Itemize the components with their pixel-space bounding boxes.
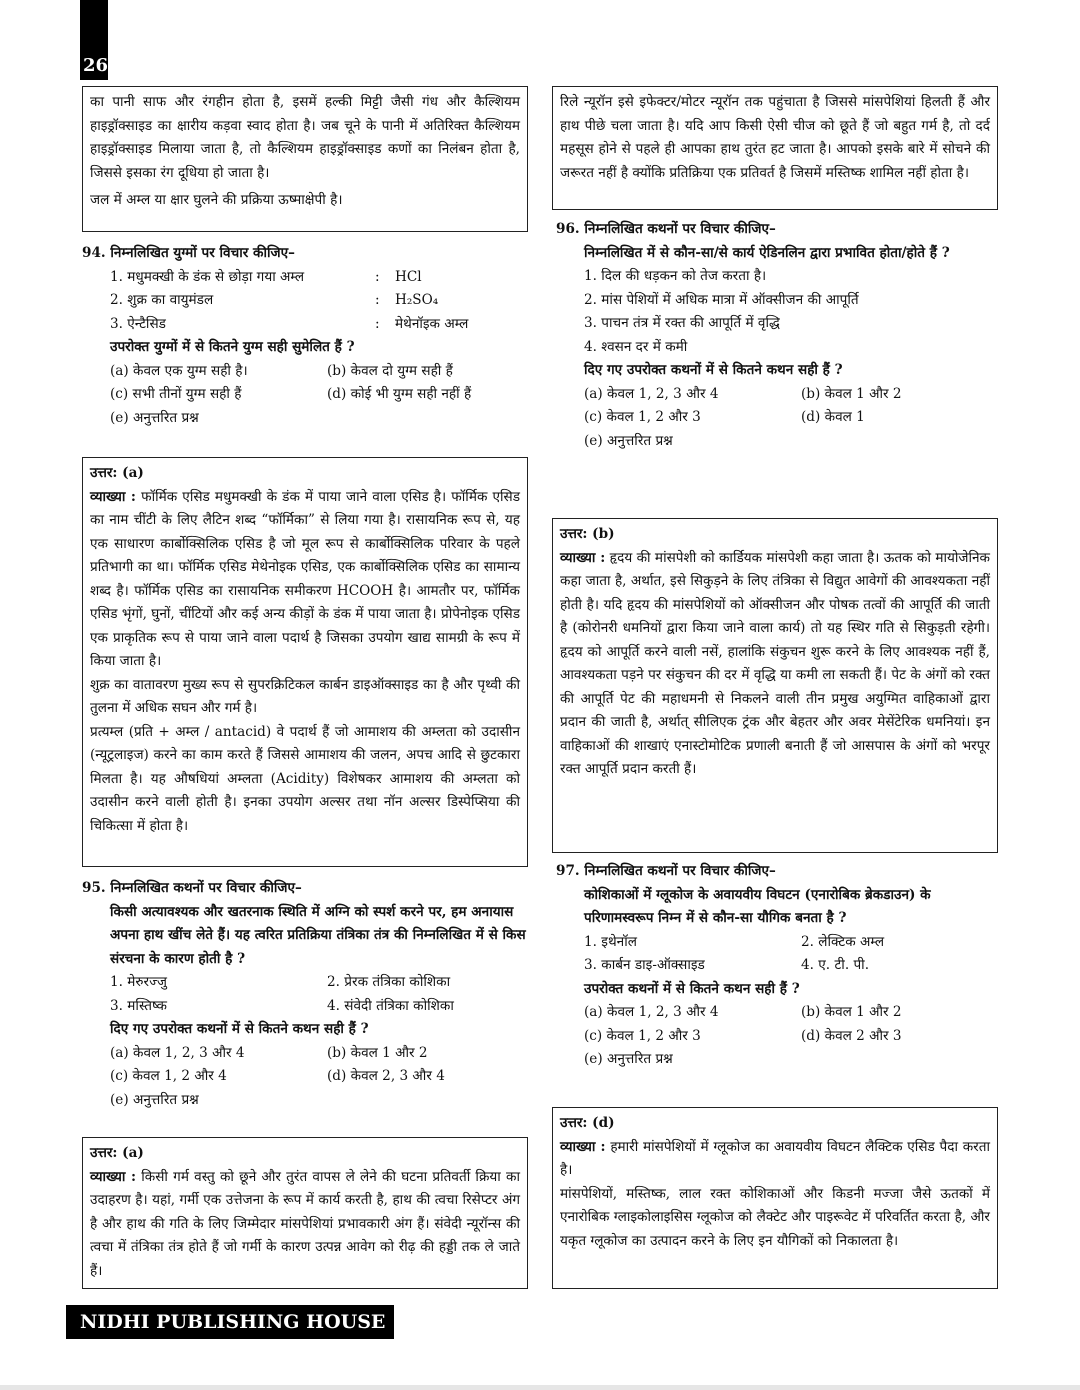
option: (a) केवल 1, 2, 3 और 4 <box>584 1004 719 1020</box>
option: (c) केवल 1, 2 और 3 <box>584 1027 701 1044</box>
explanation: व्याख्या : हमारी मांसपेशियों में ग्लूकोज का अवायवीय विघटन लैक्टिक एसिड पैदा करता है। <box>560 1138 990 1178</box>
statement: 4. श्वसन दर में कमी <box>584 338 688 355</box>
answer-label: उत्तर: (d) <box>560 1115 615 1131</box>
continuation-box-left <box>82 86 528 232</box>
statements-row: 1. इथेनॉल 2. लेक्टिक अम्ल <box>584 933 885 950</box>
continuation-text-2: जल में अम्ल या क्षार घुलने की प्रक्रिया ऊष्माक्षेपी है। <box>90 192 343 208</box>
option: (b) केवल 1 और 2 <box>801 385 902 402</box>
answer-box-96 <box>552 518 998 853</box>
explanation: व्याख्या : हृदय की मांसपेशी को कार्डियक मांसपेशी कहा जाता है। ऊतक को मायोजेनिक कहा जाता है, अर्थात, इसे सिकुड़ने के लिए तंत्रिका से विद्युत आवेगों की आवश्यकता नहीं होती है। यदि हृदय की मांसपेशियों को ऑक्सीजन और पोषक तत्वों की आपूर्ति की जाती है (कोरोनरी धमनियों द्वारा किया जाने वाला कार्य) तो यह स्थिर गति से सिकुड़ती रहेगी। हृदय को आपूर्ति करने वाली नसें, हालांकि संकुचन शुरू करने के लिए आवश्यक नहीं हैं, आवश्यकता पड़ने पर संकुचन की दर में वृद्धि या कमी ला सकती हैं। पेट के अंगों को रक्त की आपूर्ति पेट की महाधमनी से निकलने वाली तीन प्रमुख अयुग्मित वाहिकाओं द्वारा प्रदान की जाती है, अर्थात् सीलिएक ट्रंक और बेहतर और अवर मेसेंटेरिक धमनियां। इन वाहिकाओं की शाखाएं एनास्टोमोटिक प्रणाली बनाती हैं जो आसपास के अंगों को भरपूर रक्त आपूर्ति प्रदान करती हैं। <box>560 549 990 777</box>
explanation: व्याख्या : किसी गर्म वस्तु को छूने और तुरंत वापस ले लेने की घटना प्रतिवर्ती क्रिया का उदाहरण है। यहां, गर्मी एक उत्तेजना के रूप में कार्य करती है, हाथ की त्वचा रिसेप्टर अंग है और हाथ की गति के लिए जिम्मेदार मांसपेशियां प्रभावकारी अंग हैं। संवेदी न्यूरॉन्स की त्वचा में तंत्रिका तंत्र होते हैं जो गर्मी के कारण उत्पन्न आवेग को रीढ़ की हड्डी तक ले जाते हैं। <box>90 1168 520 1279</box>
question-text: किसी अत्यावश्यक और खतरनाक स्थिति में अग्नि को स्पर्श करने पर, हम अनायास अपना हाथ खींच लेते हैं। यह त्वरित प्रतिक्रिया तंत्रिका तंत्र की निम्नलिखित में से किस संरचना के कारण होती है ? <box>110 903 526 967</box>
pair-row: 1. मधुमक्खी के डंक से छोड़ा गया अम्ल : HCl <box>110 268 422 285</box>
page-number: 26 <box>80 0 108 80</box>
page-bottom-edge <box>0 1385 1080 1390</box>
statement: 3. पाचन तंत्र में रक्त की आपूर्ति में वृद्धि <box>584 315 780 331</box>
options-row <box>556 1001 1002 1025</box>
answer-box-97 <box>552 1107 998 1289</box>
options-row <box>82 1042 528 1066</box>
option: (b) केवल 1 और 2 <box>801 1004 902 1020</box>
question-text-2: दिए गए उपरोक्त कथनों में से कितने कथन सही हैं ? <box>110 1021 369 1037</box>
options-row <box>556 1025 1002 1049</box>
question-text-2: उपरोक्त कथनों में से कितने कथन सही हैं ? <box>584 980 800 997</box>
pair-row: 3. ऐन्टैसिड : मेथेनॉइक अम्ल <box>110 315 469 332</box>
continuation-box-right <box>552 86 998 210</box>
question-title: 94. निम्नलिखित युग्मों पर विचार कीजिए– <box>82 245 295 261</box>
statements-row: 3. मस्तिष्क 4. संवेदी तंत्रिका कोशिका <box>110 997 454 1014</box>
continuation-text: का पानी साफ और रंगहीन होता है, इसमें हल्की मिट्टी जैसी गंध और कैल्शियम हाइड्रॉक्साइड का क्षारीय कड़वा स्वाद होता है। जब चूने के पानी में अतिरिक्त कैल्शियम हाइड्रॉक्साइड मिलाया जाता है, तो कैल्शियम हाइड्रॉक्साइड कणों का निलंबन होता है, जिससे इसका रंग दूधिया हो जाता है। <box>90 94 520 181</box>
option: (a) केवल 1, 2, 3 और 4 <box>110 1044 245 1061</box>
explanation: प्रत्यम्ल (प्रति + अम्ल / antacid) वे पदार्थ हैं जो आमाशय की अम्लता को उदासीन (न्यूट्रलाइज) करने का काम करते हैं जिससे आमाशय की जलन, अपच आदि से छुटकारा मिलता है। यह औषधियां अम्लता (Acidity) विशेषकर आमाशय की अम्लता को उदासीन करने वाली होती है। इनका उपयोग अल्सर तथा नॉन अल्सर डिस्पेप्सिया की चिकित्सा में होता है। <box>90 723 520 834</box>
options-row <box>82 1065 528 1089</box>
option: (e) अनुत्तरित प्रश्न <box>584 1051 673 1067</box>
options-row <box>82 383 528 407</box>
continuation-text: रिले न्यूरॉन इसे इफेक्टर/मोटर न्यूरॉन तक पहुंचाता है जिससे मांसपेशियां हिलती हैं और हाथ पीछे चला जाता है। यदि आप किसी ऐसी चीज को छूते हैं जो बहुत गर्म है, तो दर्द महसूस होने से पहले ही आपका हाथ तुरंत हट जाता है। आपको इसके बारे में सोचने की जरूरत नहीं है क्योंकि प्रतिक्रिया एक प्रतिवर्त है जिसमें मस्तिष्क शामिल नहीं होता है। <box>560 94 990 181</box>
option: (c) केवल 1, 2 और 4 <box>110 1068 227 1084</box>
statements-row: 1. मेरुरज्जु 2. प्रेरक तंत्रिका कोशिका <box>110 974 451 990</box>
option: (d) केवल 2, 3 और 4 <box>327 1068 445 1084</box>
question-text: निम्नलिखित में से कौन-सा/से कार्य ऐडिनलिन द्वारा प्रभावित होता/होते हैं ? <box>584 244 950 261</box>
option: (a) केवल एक युग्म सही है। <box>110 362 248 379</box>
publisher-footer: NIDHI PUBLISHING HOUSE <box>66 1305 394 1339</box>
options-row <box>556 383 1002 407</box>
answer-label: उत्तर: (b) <box>560 526 615 542</box>
options-row <box>556 406 1002 430</box>
question-94 <box>82 242 528 430</box>
statement: 1. दिल की धड़कन को तेज करता है। <box>584 268 767 284</box>
question-text: कोशिकाओं में ग्लूकोज के अवायवीय विघटन (एनारोबिक ब्रेकडाउन) के परिणामस्वरूप निम्न में से कौन-सा यौगिक बनता है ? <box>584 886 931 926</box>
question-title: 95. निम्नलिखित कथनों पर विचार कीजिए– <box>82 880 302 896</box>
question-text-2: दिए गए उपरोक्त कथनों में से कितने कथन सही हैं ? <box>584 362 843 378</box>
question-title: 96. निम्नलिखित कथनों पर विचार कीजिए– <box>556 221 776 237</box>
explanation: मांसपेशियों, मस्तिष्क, लाल रक्त कोशिकाओं और किडनी मज्जा जैसे ऊतकों में एनारोबिक ग्लाइकोलाइसिस ग्लूकोज को लैक्टेट और पाइरूवेट में परिवर्तित करता है, और यकृत ग्लूकोज का उत्पादन करने के लिए इन यौगिकों को निकालता है। <box>560 1185 990 1249</box>
answer-box-94 <box>82 457 528 867</box>
options-row <box>82 360 528 384</box>
option: (e) अनुत्तरित प्रश्न <box>110 409 199 426</box>
answer-label: उत्तर: (a) <box>90 465 144 481</box>
option: (e) अनुत्तरित प्रश्न <box>584 432 673 449</box>
statement: 2. मांस पेशियों में अधिक मात्रा में ऑक्सीजन की आपूर्ति <box>584 291 859 308</box>
question-text: उपरोक्त युग्मों में से कितने युग्म सही सुमेलित हैं ? <box>110 339 355 355</box>
option: (d) कोई भी युग्म सही नहीं हैं <box>327 386 472 402</box>
question-97 <box>556 860 1002 1072</box>
explanation: शुक्र का वातावरण मुख्य रूप से सुपरक्रिटिकल कार्बन डाइऑक्साइड का है और पृथ्वी की तुलना में अधिक सघन और गर्म है। <box>90 676 520 716</box>
question-96 <box>556 218 1002 453</box>
explanation: व्याख्या : फॉर्मिक एसिड मधुमक्खी के डंक में पाया जाने वाला एसिड है। फॉर्मिक एसिड का नाम चींटी के लिए लैटिन शब्द “फॉर्मिका” से लिया गया है। रासायनिक रूप से, यह एक साधारण कार्बोक्सिलिक एसिड है जो मूल रूप से कार्बोक्सिलिक परिवार के पहले प्रतिभागी का था। फॉर्मिक एसिड मेथेनोइक एसिड, एक कार्बोक्सिलिक एसिड का सामान्य शब्द है। फॉर्मिक एसिड का रासायनिक समीकरण HCOOH है। आमतौर पर, फॉर्मिक एसिड भृंगों, घुनों, चींटियों और कई अन्य कीड़ों के डंक में पाया जाता है। प्रोपेनोइक एसिड एक प्राकृतिक रूप से पाया जाने वाला पदार्थ है जिसका उपयोग खाद्य सामग्री के रूप में किया जाता है। <box>90 488 521 669</box>
option: (c) सभी तीनों युग्म सही हैं <box>110 386 242 402</box>
option: (a) केवल 1, 2, 3 और 4 <box>584 385 719 402</box>
statements-row: 3. कार्बन डाइ-ऑक्साइड 4. ए. टी. पी. <box>584 957 870 973</box>
answer-label: उत्तर: (a) <box>90 1145 144 1161</box>
option: (d) केवल 2 और 3 <box>801 1027 902 1044</box>
option: (c) केवल 1, 2 और 3 <box>584 409 701 425</box>
question-title: 97. निम्नलिखित कथनों पर विचार कीजिए– <box>556 863 776 879</box>
option: (e) अनुत्तरित प्रश्न <box>110 1091 199 1108</box>
option: (d) केवल 1 <box>801 409 865 425</box>
question-95 <box>82 877 528 1112</box>
option: (b) केवल 1 और 2 <box>327 1044 428 1061</box>
option: (b) केवल दो युग्म सही हैं <box>327 362 453 379</box>
pair-row: 2. शुक्र का वायुमंडल : H₂SO₄ <box>110 292 439 308</box>
answer-box-95 <box>82 1137 528 1289</box>
